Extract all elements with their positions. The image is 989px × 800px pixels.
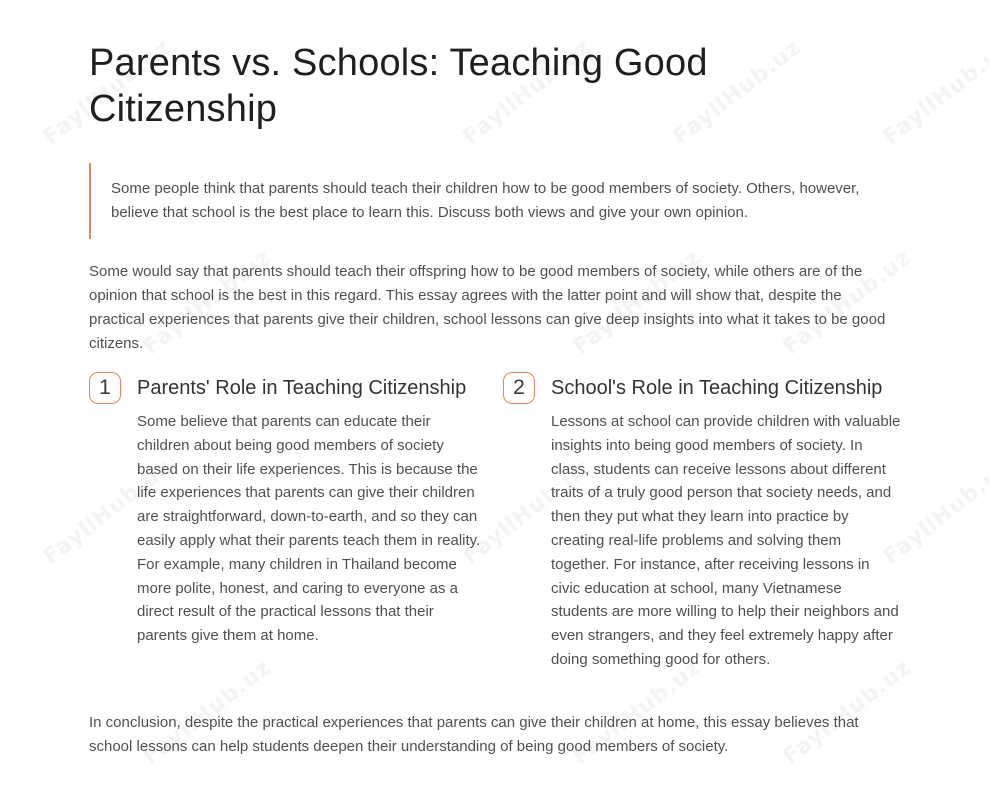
section-heading: School's Role in Teaching Citizenship (551, 377, 883, 399)
essay-page (89, 40, 901, 755)
section-number-badge: 1 (89, 372, 121, 404)
section-body: Some believe that parents can educate their children about being good members of society based on their life experiences. This is because the life experiences that parents can give their children are straightforward, down-to-earth, and so they can easily apply what their parents teach them in reality. For example, many children in Thailand become more polite, honest, and caring to everyone as a direct result of the practical lessons that their parents give them at home. (137, 413, 481, 645)
conclusion-paragraph: In conclusion, despite the practical experiences that parents can give their children at home, this essay believes that school lessons can help students deepen their understanding of being good members of society. (89, 714, 859, 755)
essay-prompt-quote (89, 163, 901, 239)
section-number-badge: 2 (503, 372, 535, 404)
section-heading: Parents' Role in Teaching Citizenship (137, 377, 467, 399)
section-body: Lessons at school can provide children with valuable insights into being good members of society. In class, students can receive lessons about different traits of a truly good person that society needs, and then they put what they learn into practice by creating real-life problems and solving them together. For instance, after receiving lessons in civic education at school, many Vietnamese students are more willing to help their neighbors and even strangers, and they feel extremely happy after doing something good for others. (551, 413, 901, 668)
intro-paragraph: Some would say that parents should teach their offspring how to be good members of society, while others are of the opinion that school is the best in this regard. This essay agrees with the latter point and will show that, despite the practical experiences that parents give their children, school lessons can give deep insights into what it takes to be good citizens. (89, 263, 886, 352)
essay-prompt-text: Some people think that parents should teach their children how to be good members of society. Others, however, believe that school is the best place to learn this. Discuss both views and give your own opinion. (111, 180, 860, 221)
page-title: Parents vs. Schools: Teaching Good Citizenship (89, 42, 708, 130)
